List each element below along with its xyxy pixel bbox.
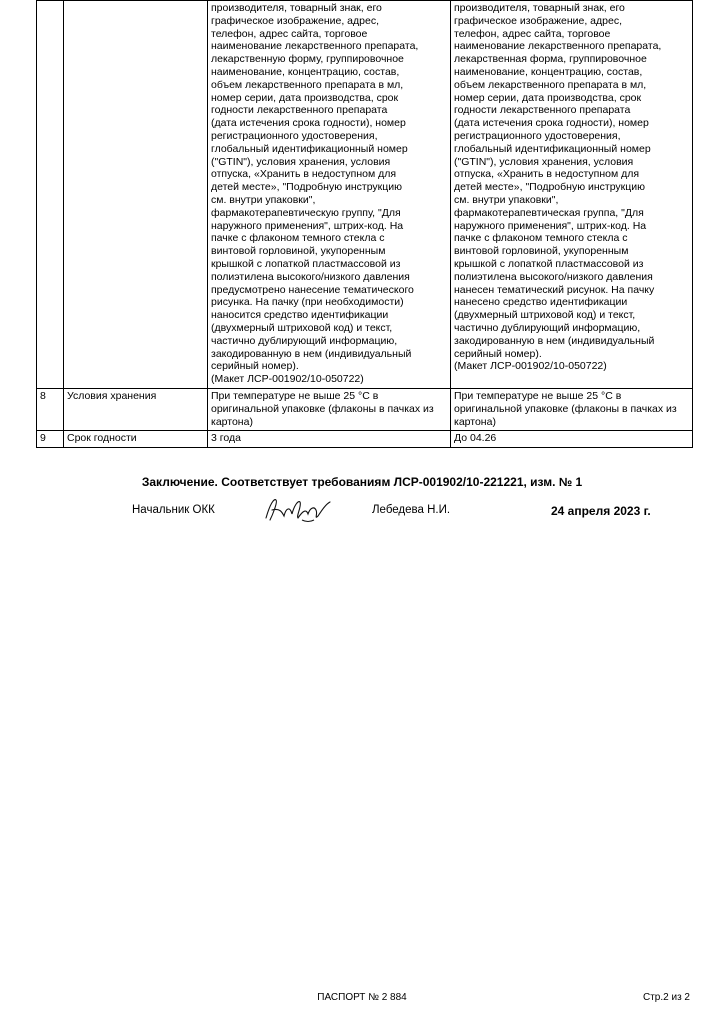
row-parameter: Условия хранения [64,388,208,430]
table-row [37,431,693,448]
text-line: глобальный идентификационный номер [211,142,408,155]
cell-spec-continuation [208,1,451,389]
row-number: 9 [37,431,64,448]
text-line: рисунка. На пачку (при необходимости) [211,296,404,309]
text-line: отпуска, «Хранить в недоступном для [211,168,397,181]
row-parameter: Срок годности [64,431,208,448]
text-line: пачке с флаконом темного стекла с [454,232,628,245]
conclusion: Заключение. Соответствует требованиям ЛСР-001902/10-221221, изм. № 1 [141,475,583,489]
text-line: производителя, товарный знак, его [211,2,382,14]
text-line: производителя, товарный знак, его [454,2,625,14]
text-line: телефон, адрес сайта, торговое [454,27,611,40]
text-line: графическое изображение, адрес, [454,14,622,27]
signer-role: Начальник ОКК [132,504,215,516]
text-line: ("GTIN"), условия хранения, условия [454,155,634,168]
text-line: (двухмерный штриховой код) и текст, [454,309,636,322]
table-row [37,388,693,430]
text-line: см. внутри упаковки", [211,193,316,206]
signer-name: Лебедева Н.И. [372,504,451,516]
text-line: объем лекарственного препарата в мл, [211,78,404,91]
cell-name [64,1,208,389]
text-line: регистрационного удостоверения, [454,129,621,142]
text-line: отпуска, «Хранить в недоступном для [454,168,640,181]
text-line: полиэтилена высокого/низкого давления [211,270,410,283]
text-line: винтовой горловиной, укупоренным [211,245,386,258]
text-line: частично дублирующий информацию, [454,321,641,334]
text-line: полиэтилена высокого/низкого давления [454,270,653,283]
text-line: номер серии, дата производства, срок [211,91,399,104]
text-line: наименование, концентрацию, состав, [211,65,400,78]
text-line: фармакотерапевтическую группу, "Для [211,206,401,219]
text-line: (Макет ЛСР-001902/10-050722) [454,360,607,373]
row-actual: При температуре не выше 25 °С в оригинальной упаковке (флаконы в пачках из картона) [451,388,693,430]
text-line: крышкой с лопаткой пластмассовой из [454,257,644,270]
text-line: см. внутри упаковки", [454,193,559,206]
text-line: наименование лекарственного препарата, [454,40,662,53]
text-line: лекарственная форма, группировочное [454,53,647,66]
text-line: номер серии, дата производства, срок [454,91,642,104]
text-line: (двухмерный штриховой код) и текст, [211,321,393,334]
text-line: винтовой горловиной, укупоренным [454,245,629,258]
row-spec: При температуре не выше 25 °С в оригинальной упаковке (флаконы в пачках из картона) [208,388,451,430]
text-line: пачке с флаконом темного стекла с [211,232,385,245]
row-actual: До 04.26 [451,431,693,448]
specification-table [36,0,693,448]
row-spec: 3 года [208,431,451,448]
table-row-continuation [37,1,693,389]
passport-number: ПАСПОРТ № 2 884 [317,992,407,1003]
text-line: серийный номер). [454,347,542,360]
text-line: (дата истечения срока годности), номер [211,117,406,130]
text-line: детей месте», "Подробную инструкцию [454,181,646,194]
text-line: глобальный идентификационный номер [454,142,651,155]
text-line: нанесен тематический рисунок. На пачку [454,283,655,296]
text-line: объем лекарственного препарата в мл, [454,78,647,91]
page-number: Стр.2 из 2 [643,992,690,1003]
text-line: годности лекарственного препарата [211,104,388,117]
text-line: регистрационного удостоверения, [211,129,378,142]
text-line: детей месте», "Подробную инструкцию [211,181,403,194]
text-line: лекарственную форму, группировочное [211,53,404,66]
text-line: наименование лекарственного препарата, [211,40,419,53]
text-line: ("GTIN"), условия хранения, условия [211,155,391,168]
text-line: телефон, адрес сайта, торговое [211,27,368,40]
row-number: 8 [37,388,64,430]
text-line: закодированную в нем (индивидуальный [454,334,655,347]
text-line: предусмотрено нанесение тематического [211,283,414,296]
text-line: (дата истечения срока годности), номер [454,117,649,130]
text-line: серийный номер). [211,360,299,373]
text-line: годности лекарственного препарата [454,104,631,117]
text-line: закодированную в нем (индивидуальный [211,347,412,360]
handwritten-signature [262,494,332,531]
cell-actual-continuation [451,1,693,389]
text-line: наружного применения", штрих-код. На [211,219,404,232]
text-line: фармакотерапевтическая группа, "Для [454,206,644,219]
text-line: наружного применения", штрих-код. На [454,219,647,232]
text-line: графическое изображение, адрес, [211,14,379,27]
text-line: нанесено средство идентификации [454,296,628,309]
text-line: крышкой с лопаткой пластмассовой из [211,257,401,270]
text-line: наносится средство идентификации [211,309,389,322]
text-line: (Макет ЛСР-001902/10-050722) [211,373,364,386]
text-line: наименование, концентрацию, состав, [454,65,643,78]
text-line: частично дублирующий информацию, [211,334,398,347]
signature-date: 24 апреля 2023 г. [551,504,651,518]
cell-num [37,1,64,389]
